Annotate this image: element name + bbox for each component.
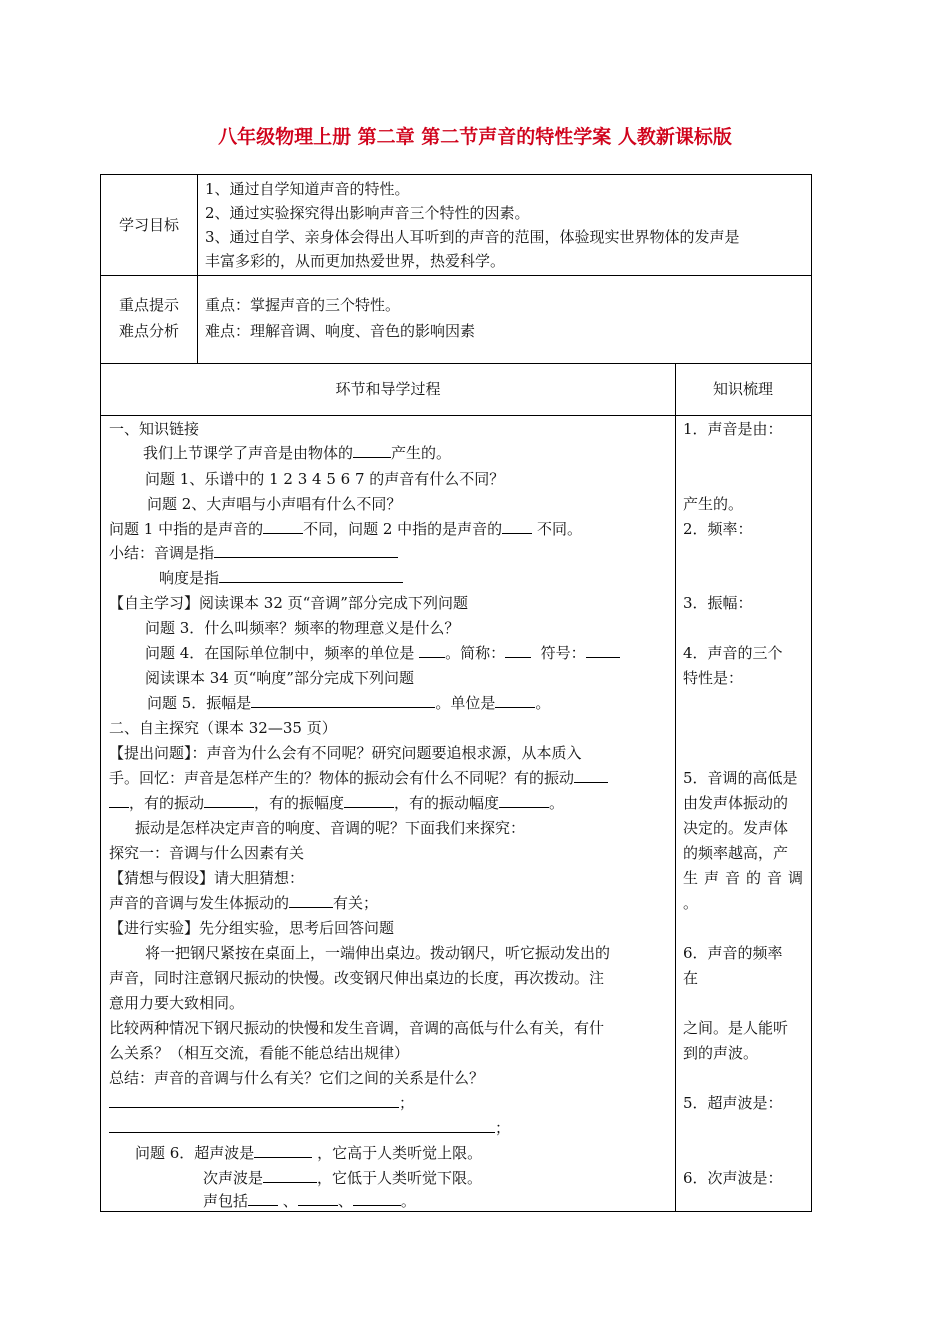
answer-blank[interactable] — [419, 641, 445, 658]
knowledge-item: 在 — [683, 969, 699, 987]
knowledge-header: 知识梳理 — [712, 380, 773, 398]
knowledge-item: 5．超声波是： — [683, 1094, 783, 1112]
divider — [101, 415, 811, 416]
knowledge-item: 6．声音的频率 — [683, 944, 783, 962]
text: 声音的音调与发生体振动的 — [109, 894, 290, 912]
answer-blank[interactable] — [109, 1116, 495, 1133]
text: 我们上节课学了声音是由物体的 — [143, 444, 354, 462]
text: ，有的振动 — [129, 794, 205, 812]
question: 问题 2、大声唱与小声唱有什么不同？ — [147, 495, 402, 513]
text: 。 — [549, 794, 565, 812]
answer-blank[interactable] — [495, 691, 535, 708]
process-line: 振动是怎样决定声音的响度、音调的呢？下面我们来探究： — [135, 819, 526, 837]
knowledge-item: 特性是： — [683, 669, 744, 687]
question: 问题 1、乐谱中的 1 2 3 4 5 6 7 的声音有什么不同？ — [145, 470, 505, 488]
text: ； — [495, 1119, 511, 1137]
text: ，有的振幅度 — [254, 794, 345, 812]
objectives-label: 学习目标 — [118, 216, 179, 234]
objective-line: 1、通过自学知道声音的特性。 — [205, 180, 410, 198]
knowledge-item: 的频率越高，产 — [683, 844, 789, 862]
answer-blank[interactable] — [505, 641, 531, 658]
knowledge-item: 。 — [683, 894, 699, 912]
process-line: 【猜想与假设】请大胆猜想： — [109, 869, 305, 887]
text: 问题 1 中指的是声音的 — [109, 520, 264, 538]
process-line: 意用力要大致相同。 — [109, 994, 245, 1012]
text: 问题 5．振幅是 — [147, 694, 252, 712]
question — [135, 1141, 482, 1166]
text: 产生的。 — [391, 444, 452, 462]
text: 声包括 — [203, 1192, 249, 1210]
process-line — [143, 441, 451, 466]
text: ，有的振动幅度 — [394, 794, 500, 812]
question: 问题 3．什么叫频率？频率的物理意义是什么？ — [145, 619, 460, 637]
text: ，它低于人类听觉下限。 — [317, 1169, 483, 1187]
read-instruction: 阅读课本 34 页“响度”部分完成下列问题 — [145, 669, 414, 687]
answer-blank[interactable] — [219, 566, 403, 583]
text: 问题 6．超声波是 — [135, 1144, 255, 1162]
difficulty-label: 难点分析 — [118, 322, 179, 340]
process-line: 【提出问题】：声音为什么会有不同呢？研究问题要追根求源，从本质入 — [109, 744, 582, 762]
process-line: 总结：声音的音调与什么有关？它们之间的关系是什么？ — [109, 1069, 485, 1087]
text: 有关； — [333, 894, 379, 912]
knowledge-item: 产生的。 — [683, 495, 744, 513]
answer-blank[interactable] — [263, 1166, 317, 1183]
knowledge-item: 由发声体振动的 — [683, 794, 789, 812]
text: 小结：音调是指 — [109, 544, 215, 562]
answer-blank[interactable] — [214, 541, 398, 558]
answer-blank[interactable] — [248, 1189, 278, 1206]
section-heading: 二、自主探究（课本 32—35 页） — [109, 719, 337, 737]
question — [203, 1189, 416, 1214]
answer-blank[interactable] — [204, 791, 254, 808]
text: 、 — [337, 1192, 353, 1210]
text: 次声波是 — [203, 1169, 264, 1187]
answer-line — [109, 1091, 414, 1116]
text: 。简称： — [445, 644, 506, 662]
objective-line: 2、通过实验探究得出影响声音三个特性的因素。 — [205, 204, 530, 222]
text: 。 — [400, 1192, 416, 1210]
answer-blank[interactable] — [263, 517, 303, 534]
key-point: 重点：掌握声音的三个特性。 — [205, 296, 401, 314]
knowledge-item: 4．声音的三个 — [683, 644, 783, 662]
knowledge-item: 2．频率： — [683, 520, 753, 538]
text: 。 — [535, 694, 551, 712]
answer-blank[interactable] — [254, 1141, 312, 1158]
answer-blank[interactable] — [109, 1091, 399, 1108]
process-line — [109, 791, 564, 816]
answer-line — [109, 1116, 510, 1141]
question — [147, 691, 550, 716]
divider — [101, 363, 811, 364]
answer-blank[interactable] — [353, 441, 391, 458]
answer-blank[interactable] — [499, 791, 549, 808]
text: 不同。 — [536, 520, 582, 538]
process-line: 【进行实验】先分组实验，思考后回答问题 — [109, 919, 395, 937]
answer-blank[interactable] — [289, 891, 333, 908]
answer-blank[interactable] — [353, 1189, 401, 1206]
objective-line: 丰富多彩的，从而更加热爱世界，热爱科学。 — [205, 252, 506, 270]
process-line: 么关系？（相互交流，看能不能总结出规律） — [109, 1044, 410, 1062]
process-line: 探究一：音调与什么因素有关 — [109, 844, 305, 862]
knowledge-item: 决定的。发声体 — [683, 819, 789, 837]
answer-blank[interactable] — [251, 691, 435, 708]
text: 问题 4．在国际单位制中，频率的单位是 — [145, 644, 415, 662]
text: 手。回忆：声音是怎样产生的？物体的振动会有什么不同呢？有的振动 — [109, 769, 575, 787]
answer-blank[interactable] — [502, 517, 532, 534]
knowledge-item: 5．音调的高低是 — [683, 769, 798, 787]
process-line: 比较两种情况下钢尺振动的快慢和发生音调，音调的高低与什么有关，有什 — [109, 1019, 605, 1037]
divider — [101, 275, 811, 276]
divider — [197, 175, 198, 363]
knowledge-item: 到的声波。 — [683, 1044, 759, 1062]
focus-label: 重点提示 — [118, 296, 179, 314]
text: ，它高于人类听觉上限。 — [317, 1144, 483, 1162]
answer-blank[interactable] — [109, 791, 129, 808]
process-line — [109, 766, 608, 791]
knowledge-item: 1．声音是由： — [683, 420, 783, 438]
knowledge-item: 生声音的音调 — [683, 869, 810, 887]
difficult-point: 难点：理解音调、响度、音色的影响因素 — [205, 322, 476, 340]
knowledge-item: 之间。是人能听 — [683, 1019, 789, 1037]
section-heading: 一、知识链接 — [109, 420, 200, 438]
question — [203, 1166, 482, 1191]
answer-blank[interactable] — [574, 766, 608, 783]
knowledge-item: 3．振幅： — [683, 594, 753, 612]
text: ； — [399, 1094, 415, 1112]
text: 响度是指 — [159, 569, 220, 587]
summary-line — [159, 566, 403, 591]
study-table — [100, 174, 812, 1212]
process-line — [109, 891, 378, 916]
question — [145, 641, 620, 666]
answer-blank[interactable] — [298, 1189, 338, 1206]
text: 、 — [282, 1192, 298, 1210]
knowledge-item: 6．次声波是： — [683, 1169, 783, 1187]
answer-blank[interactable] — [586, 641, 620, 658]
process-line: 将一把钢尺紧按在桌面上，一端伸出桌边。拨动钢尺，听它振动发出的 — [145, 944, 611, 962]
process-header: 环节和导学过程 — [335, 380, 441, 398]
divider — [675, 363, 676, 1211]
text: 不同，问题 2 中指的是声音的 — [303, 520, 503, 538]
process-line: 声音，同时注意钢尺振动的快慢。改变钢尺伸出桌边的长度，再次拨动。注 — [109, 969, 605, 987]
summary-line — [109, 541, 398, 566]
text: 。单位是 — [435, 694, 496, 712]
process-line — [109, 517, 582, 542]
answer-blank[interactable] — [344, 791, 394, 808]
objective-line: 3、通过自学、亲身体会得出人耳听到的声音的范围，体验现实世界物体的发声是 — [205, 228, 740, 246]
page-title: 八年级物理上册 第二章 第二节声音的特性学案 人教新课标版 — [218, 126, 732, 148]
self-study: 【自主学习】阅读课本 32 页“音调”部分完成下列问题 — [109, 594, 468, 612]
text: 符号： — [540, 644, 586, 662]
